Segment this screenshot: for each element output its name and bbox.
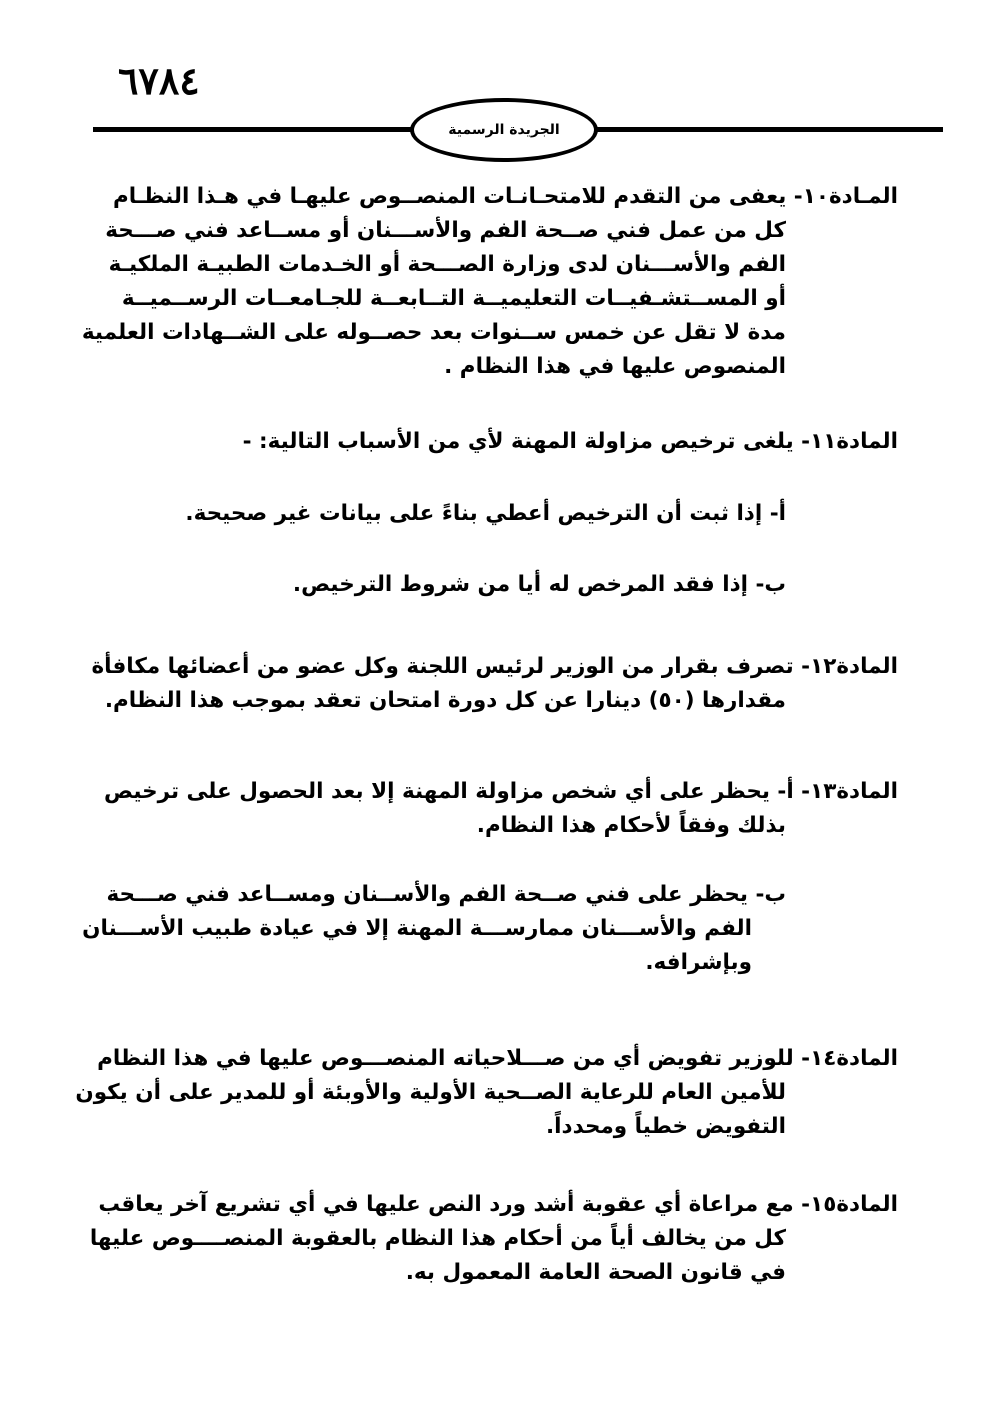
article-12-line: المادة١٢- تصرف بقرار من الوزير لرئيس اللجنة وكل عضو من أعضائها مكافأة [91,654,898,679]
article-10-line: أو المســتشـفيــات التعليميــة التــابعــة للجـامعــات الرســميــة [121,286,786,311]
article-15-line: في قانون الصحة العامة المعمول به. [405,1260,786,1285]
article-13-sub-line: وبإشرافه. [645,950,752,975]
article-13-sub-line: ب- يحظر على فني صــحة الفم والأســنان ومســاعد فني صـــحة [106,882,786,907]
article-10-line: مدة لا تقل عن خمس ســنوات بعد حصــوله على الشــهادات العلمية [81,320,786,345]
article-14-line: المادة١٤- للوزير تفويض أي من صـــلاحياته المنصـــوص عليها في هذا النظام [97,1046,898,1071]
article-11-item-a [128,497,898,531]
article-13-sub-line: الفم والأســـنان ممارســـة المهنة إلا في عيادة طبيب الأســـنان [82,916,752,941]
article-12-line: مقدارها (٥٠) دينارا عن كل دورة امتحان تعقد بموجب هذا النظام. [104,688,786,713]
article-13 [103,775,898,843]
header-rule-right [595,127,943,132]
article-10-line: الفم والأســـنان لدى وزارة الصـــحة أو الخـدمات الطبيـة الملكيـة [108,252,786,277]
article-13-item-b [82,878,898,980]
masthead-oval [410,98,598,162]
article-12 [91,650,898,718]
page-number: ٦٧٨٤ [118,58,200,103]
article-15 [89,1188,898,1290]
article-11-line: المادة١١- يلغى ترخيص مزاولة المهنة لأي من الأسباب التالية: - [242,429,898,454]
article-10-line: المنصوص عليها في هذا النظام . [444,354,786,379]
article-11-item-text: أ- إذا ثبت أن الترخيص أعطي بناءً على بيانات غير صحيحة. [185,501,786,526]
masthead-title: الجريدة الرسمية [448,122,560,138]
article-14-line: للأمين العام للرعاية الصــحية الأولية والأوبئة أو للمدير على أن يكون [75,1080,786,1105]
article-10-line: كل من عمل فني صــحة الفم والأســـنان أو مســاعد فني صـــحة [105,218,786,243]
article-13-line: المادة١٣- أ- يحظر على أي شخص مزاولة المهنة إلا بعد الحصول على ترخيص [103,779,898,804]
article-10 [81,180,898,384]
article-10-line: المـادة١٠- يعفى من التقدم للامتحـانـات المنصــوص عليهـا في هـذا النظـام [112,184,898,209]
header-rule-left [93,127,413,132]
article-15-line: المادة١٥- مع مراعاة أي عقوبة أشد ورد النص عليها في أي تشريع آخر يعاقب [98,1192,898,1217]
article-15-line: كل من يخالف أياً من أحكام هذا النظام بالعقوبة المنصــــوص عليها [89,1226,786,1251]
article-14-line: التفويض خطياً ومحدداً. [546,1114,786,1139]
article-11 [128,425,898,459]
article-13-line: بذلك وفقاً لأحكام هذا النظام. [476,813,786,838]
article-11-item-text: ب- إذا فقد المرخص له أيا من شروط الترخيص. [292,572,786,597]
article-11-item-b [128,568,898,602]
article-14 [75,1042,898,1144]
